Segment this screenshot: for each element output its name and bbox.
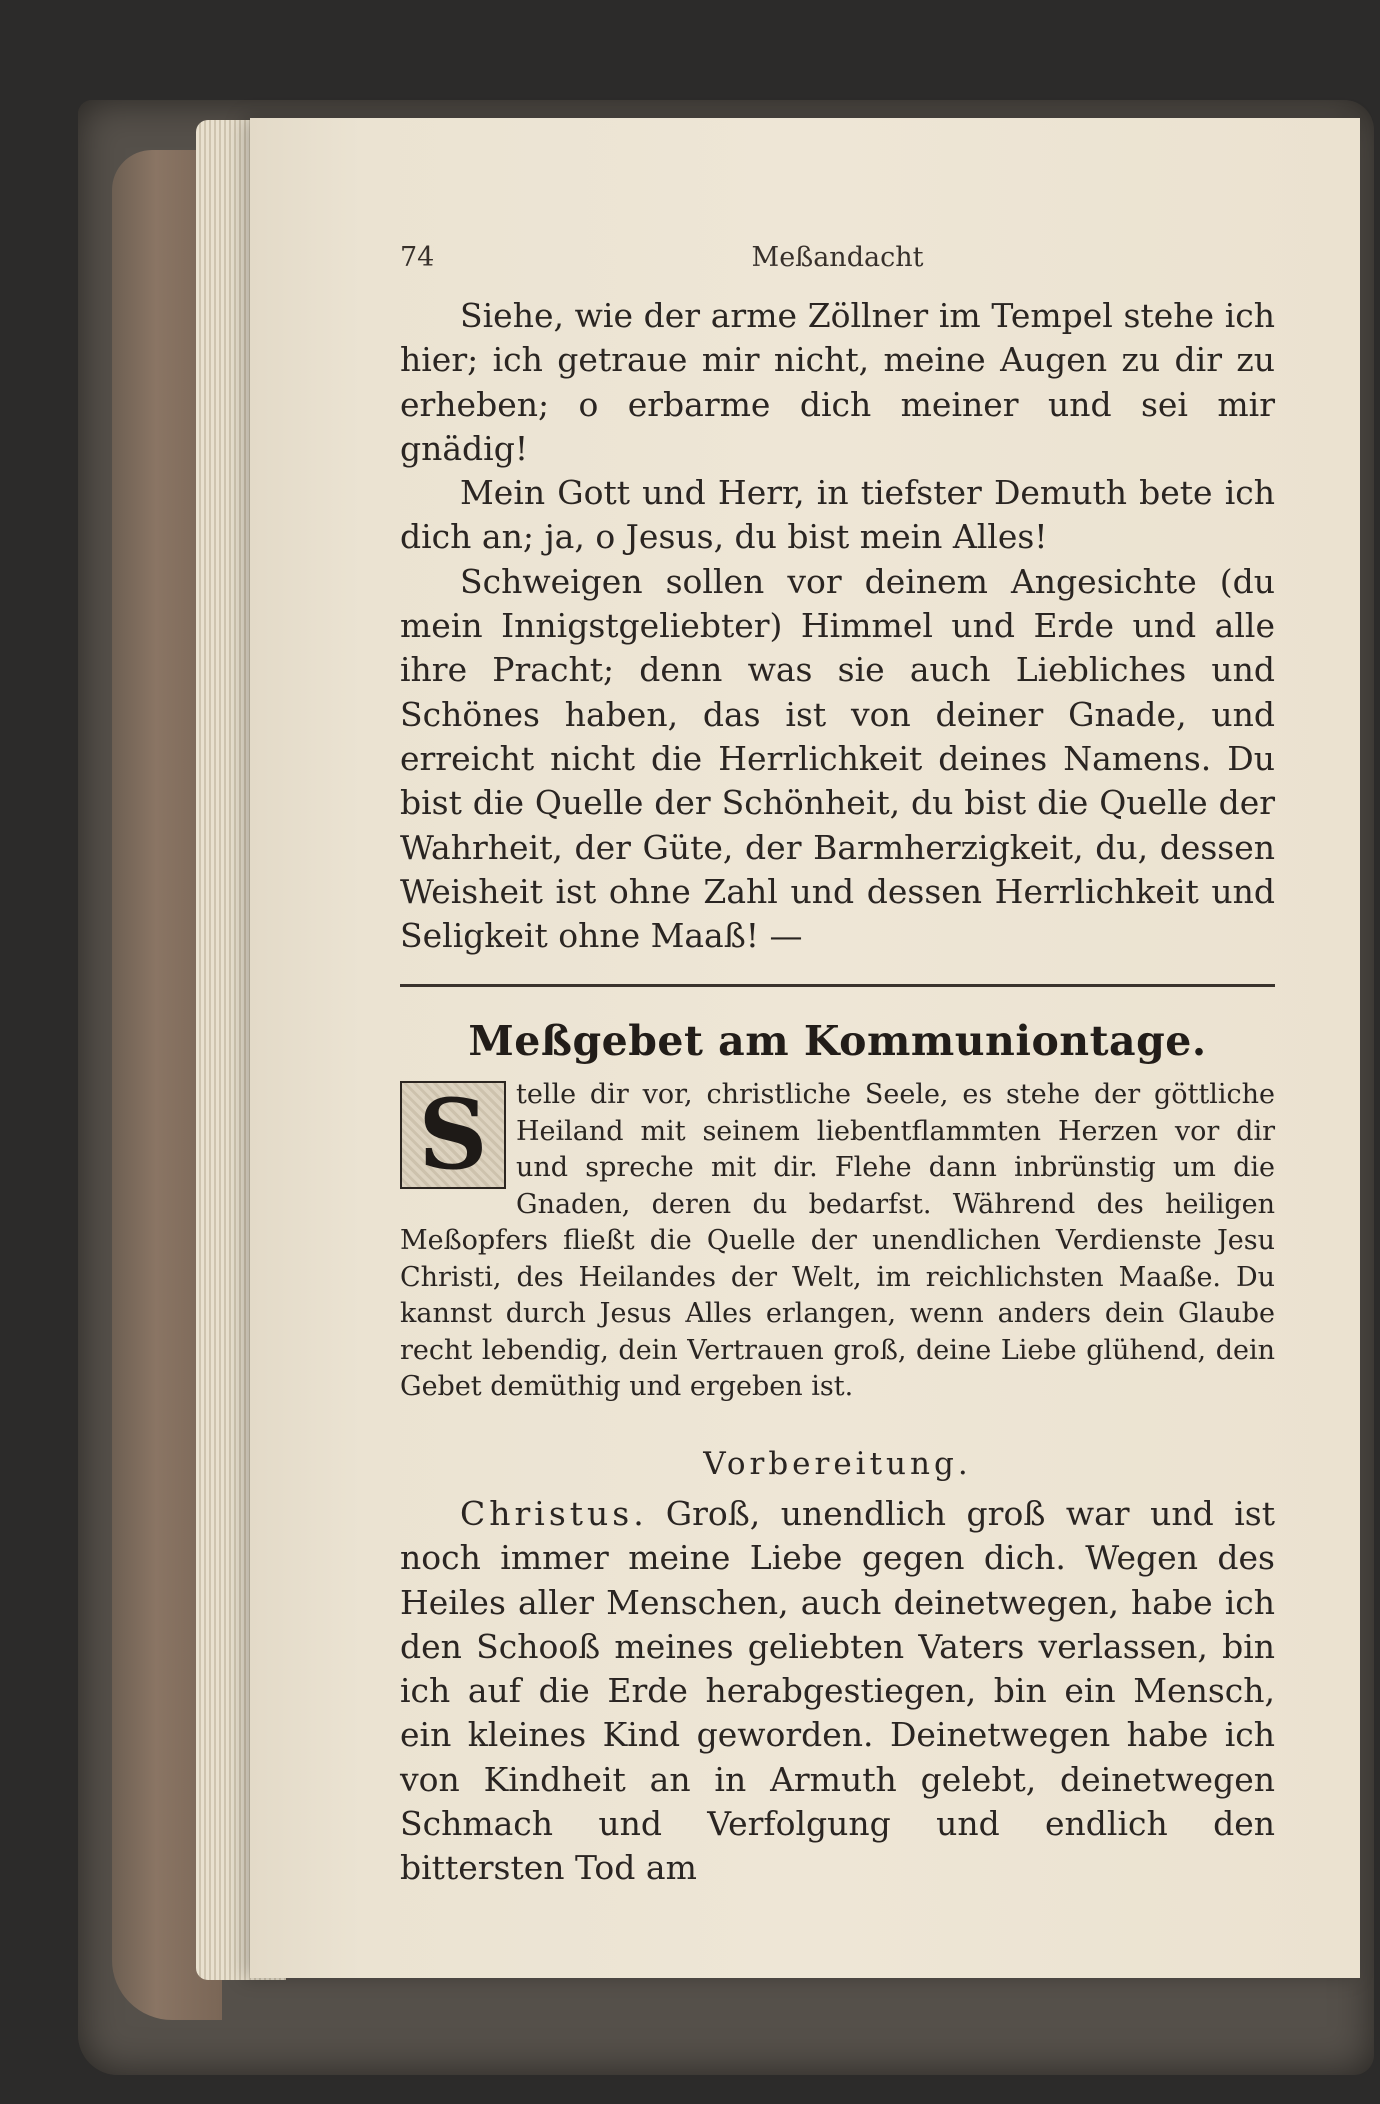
section-divider — [400, 984, 1275, 987]
speaker-label: Christus. — [460, 1493, 648, 1533]
intro-paragraph — [400, 1077, 1275, 1406]
christus-speech: Groß, unendlich groß war und ist noch immer meine Liebe gegen dich. Wegen des Heiles aller Menschen, auch deinetwegen, habe ich den Schooß meines geliebten Vaters verlassen, bin ich auf die Erde herabgestiegen, bin ein Mensch, ein kleines Kind geworden. Deinetwegen habe ich von Kindheit an in Armuth gelebt, deinetwegen Schmach und Verfolgung und endlich den bittersten Tod am — [400, 1493, 1275, 1888]
running-title: Meßandacht — [751, 242, 924, 273]
drop-cap: S — [400, 1081, 506, 1189]
page-header — [400, 242, 1275, 294]
paragraph-zoellner: Siehe, wie der arme Zöllner im Tempel stehe ich hier; ich getraue mir nicht, meine Augen zu dir zu erheben; o erbarme dich meiner und sei mir gnädig! — [400, 296, 1275, 468]
paragraph-demuth: Mein Gott und Herr, in tiefster Demuth bete ich dich an; ja, o Jesus, du bist mein Alles! — [400, 473, 1275, 557]
paragraph-christus — [400, 1492, 1275, 1891]
paragraph-schweigen: Schweigen sollen vor deinem Angesichte (du mein Innigstgeliebter) Himmel und Erde und alle ihre Pracht; denn was sie auch Liebliches und Schönes haben, das ist von deiner Gnade, und erreicht nicht die Herrlichkeit deines Namens. Du bist die Quelle der Schönheit, du bist die Quelle der Wahrheit, der Güte, der Barmherzigkeit, du, dessen Weisheit ist ohne Zahl und dessen Herrlichkeit und Seligkeit ohne Maaß! — — [400, 561, 1275, 956]
page-text — [400, 242, 1275, 1891]
subheading-vorbereitung: Vorbereitung. — [703, 1445, 972, 1482]
section-title: Meßgebet am Kommuniontage. — [468, 1017, 1207, 1066]
intro-text: telle dir vor, christliche Seele, es stehe der göttliche Heiland mit seinem liebentflammten Herzen vor dir und spreche mit dir. Flehe dann inbrünstig um die Gnaden, deren du bedarfst. Während des heiligen Meßopfers fließt die Quelle der unendlichen Verdienste Jesu Christi, des Heilandes der Welt, im reichlichsten Maaße. Du kannst durch Jesus Alles erlangen, wenn anders dein Glaube recht lebendig, dein Vertrauen groß, deine Liebe glühend, dein Gebet demüthig und ergeben ist. — [400, 1079, 1275, 1403]
page-number: 74 — [400, 242, 435, 273]
